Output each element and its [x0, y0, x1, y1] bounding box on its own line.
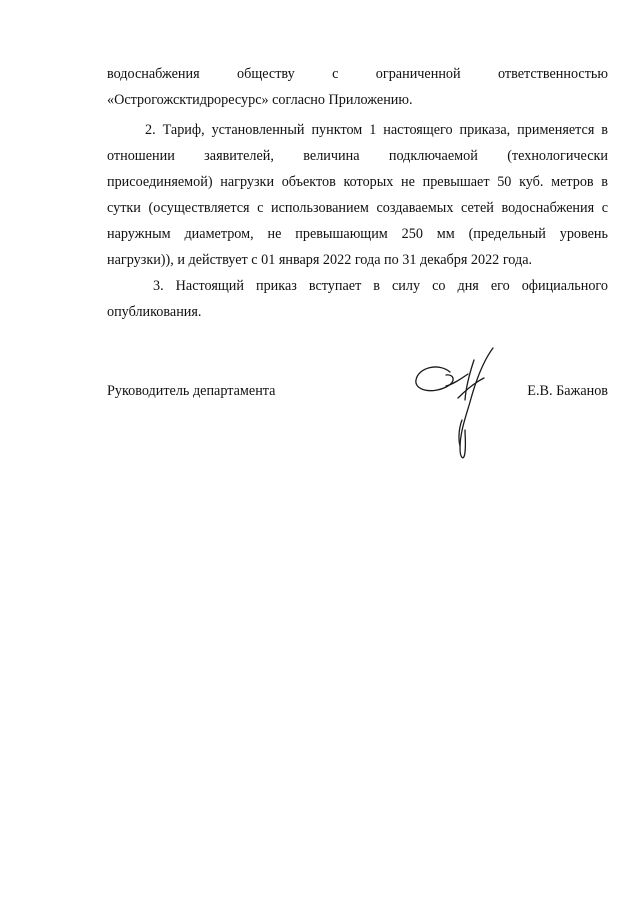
paragraph-3-line-1: 3. Настоящий приказ вступает в силу со дня его официального — [153, 278, 608, 294]
signatory-title: Руководитель департамента — [107, 383, 276, 399]
paragraph-2-line-4: сутки (осуществляется с использованием создаваемых сетей водоснабжения с — [107, 200, 608, 216]
signature-row — [107, 378, 608, 408]
paragraph-3-line-2: опубликования. — [107, 304, 202, 320]
paragraph-2-line-5: наружным диаметром, не превышающим 250 мм (предельный уровень — [107, 226, 608, 242]
paragraph-2 — [107, 117, 608, 273]
signatory-name: Е.В. Бажанов — [527, 383, 608, 399]
paragraph-1 — [107, 61, 608, 113]
handwritten-signature-icon — [410, 340, 500, 465]
paragraph-1-line-1: водоснабжения обществу с ограниченной ответственностью — [107, 66, 608, 82]
paragraph-2-line-2: отношении заявителей, величина подключаемой (технологически — [107, 148, 608, 164]
paragraph-2-line-3: присоединяемой) нагрузки объектов которых не превышает 50 куб. метров в — [107, 174, 608, 190]
paragraph-2-line-6: нагрузки)), и действует с 01 января 2022 года по 31 декабря 2022 года. — [107, 252, 533, 268]
paragraph-3 — [107, 273, 608, 325]
paragraph-1-line-2: «Острогожсктидроресурс» согласно Приложению. — [107, 92, 413, 108]
paragraph-2-line-1: 2. Тариф, установленный пунктом 1 настоящего приказа, применяется в — [145, 122, 608, 138]
